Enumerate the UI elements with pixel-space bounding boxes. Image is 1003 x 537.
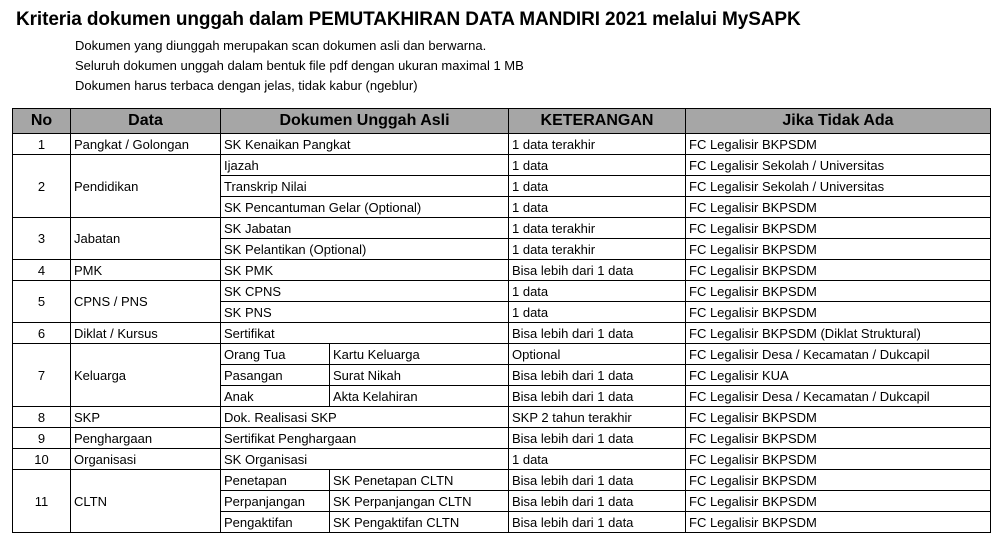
cell-jika: FC Legalisir BKPSDM [686, 491, 991, 512]
cell-jika: FC Legalisir BKPSDM (Diklat Struktural) [686, 323, 991, 344]
cell-data: PMK [71, 260, 221, 281]
cell-data: CPNS / PNS [71, 281, 221, 323]
header-data: Data [71, 109, 221, 134]
cell-dokumen: Sertifikat Penghargaan [221, 428, 509, 449]
cell-jika: FC Legalisir BKPSDM [686, 428, 991, 449]
cell-no: 9 [13, 428, 71, 449]
cell-keterangan: Bisa lebih dari 1 data [509, 323, 686, 344]
cell-dokumen: SK PNS [221, 302, 509, 323]
cell-data: Pendidikan [71, 155, 221, 218]
cell-keterangan: Bisa lebih dari 1 data [509, 491, 686, 512]
table-row [13, 449, 991, 470]
cell-jika: FC Legalisir BKPSDM [686, 197, 991, 218]
table-header-row [13, 109, 991, 134]
cell-no: 4 [13, 260, 71, 281]
cell-dokumen: SK CPNS [221, 281, 509, 302]
cell-dokumen: SK Pencantuman Gelar (Optional) [221, 197, 509, 218]
cell-dokumen: SK Pelantikan (Optional) [221, 239, 509, 260]
cell-keterangan: 1 data [509, 155, 686, 176]
cell-keterangan: SKP 2 tahun terakhir [509, 407, 686, 428]
page-title: Kriteria dokumen unggah dalam PEMUTAKHIRAN DATA MANDIRI 2021 melalui MySAPK [16, 9, 801, 30]
table-row [13, 344, 991, 365]
cell-keterangan: Bisa lebih dari 1 data [509, 512, 686, 533]
table-row [13, 281, 991, 302]
cell-sub: Pengaktifan [221, 512, 330, 533]
cell-sub: Anak [221, 386, 330, 407]
cell-data: Keluarga [71, 344, 221, 407]
cell-dokumen: Sertifikat [221, 323, 509, 344]
cell-no: 7 [13, 344, 71, 407]
cell-keterangan: Bisa lebih dari 1 data [509, 365, 686, 386]
cell-keterangan: Optional [509, 344, 686, 365]
table-row [13, 407, 991, 428]
cell-jika: FC Legalisir Desa / Kecamatan / Dukcapil [686, 344, 991, 365]
cell-keterangan: Bisa lebih dari 1 data [509, 260, 686, 281]
table-row [13, 134, 991, 155]
cell-data: Organisasi [71, 449, 221, 470]
cell-dokumen: Transkrip Nilai [221, 176, 509, 197]
cell-keterangan: 1 data terakhir [509, 134, 686, 155]
cell-sub: Penetapan [221, 470, 330, 491]
cell-data: SKP [71, 407, 221, 428]
cell-jika: FC Legalisir BKPSDM [686, 218, 991, 239]
note-line: Dokumen harus terbaca dengan jelas, tidak kabur (ngeblur) [75, 78, 418, 93]
cell-jika: FC Legalisir KUA [686, 365, 991, 386]
cell-jika: FC Legalisir BKPSDM [686, 281, 991, 302]
table-row [13, 260, 991, 281]
cell-no: 2 [13, 155, 71, 218]
cell-dokumen: SK Organisasi [221, 449, 509, 470]
cell-sub: Perpanjangan [221, 491, 330, 512]
cell-jika: FC Legalisir BKPSDM [686, 260, 991, 281]
header-no: No [13, 109, 71, 134]
cell-dokumen: SK Pengaktifan CLTN [330, 512, 509, 533]
note-line: Seluruh dokumen unggah dalam bentuk file pdf dengan ukuran maximal 1 MB [75, 58, 524, 73]
cell-jika: FC Legalisir Sekolah / Universitas [686, 155, 991, 176]
cell-no: 11 [13, 470, 71, 533]
cell-dokumen: Akta Kelahiran [330, 386, 509, 407]
cell-dokumen: SK Perpanjangan CLTN [330, 491, 509, 512]
table-row [13, 428, 991, 449]
table-row [13, 155, 991, 176]
cell-data: Pangkat / Golongan [71, 134, 221, 155]
cell-jika: FC Legalisir BKPSDM [686, 239, 991, 260]
cell-dokumen: Surat Nikah [330, 365, 509, 386]
header-keterangan: KETERANGAN [509, 109, 686, 134]
header-dokumen: Dokumen Unggah Asli [221, 109, 509, 134]
cell-keterangan: 1 data [509, 302, 686, 323]
cell-no: 6 [13, 323, 71, 344]
cell-data: Penghargaan [71, 428, 221, 449]
cell-keterangan: 1 data [509, 449, 686, 470]
header-jika: Jika Tidak Ada [686, 109, 991, 134]
cell-jika: FC Legalisir Desa / Kecamatan / Dukcapil [686, 386, 991, 407]
cell-dokumen: Kartu Keluarga [330, 344, 509, 365]
notes [75, 36, 524, 96]
cell-keterangan: Bisa lebih dari 1 data [509, 386, 686, 407]
cell-no: 10 [13, 449, 71, 470]
cell-dokumen: SK Kenaikan Pangkat [221, 134, 509, 155]
table-row [13, 470, 991, 491]
cell-jika: FC Legalisir BKPSDM [686, 134, 991, 155]
cell-no: 1 [13, 134, 71, 155]
table-row [13, 323, 991, 344]
cell-no: 5 [13, 281, 71, 323]
cell-sub: Orang Tua [221, 344, 330, 365]
table-body [13, 134, 991, 533]
note-line: Dokumen yang diunggah merupakan scan dokumen asli dan berwarna. [75, 38, 487, 53]
cell-jika: FC Legalisir BKPSDM [686, 449, 991, 470]
cell-data: Diklat / Kursus [71, 323, 221, 344]
cell-keterangan: Bisa lebih dari 1 data [509, 470, 686, 491]
cell-sub: Pasangan [221, 365, 330, 386]
cell-keterangan: 1 data [509, 176, 686, 197]
cell-dokumen: Ijazah [221, 155, 509, 176]
cell-jika: FC Legalisir BKPSDM [686, 407, 991, 428]
cell-keterangan: 1 data terakhir [509, 218, 686, 239]
cell-keterangan: Bisa lebih dari 1 data [509, 428, 686, 449]
cell-data: Jabatan [71, 218, 221, 260]
cell-dokumen: SK Penetapan CLTN [330, 470, 509, 491]
cell-data: CLTN [71, 470, 221, 533]
table-row [13, 218, 991, 239]
cell-jika: FC Legalisir BKPSDM [686, 512, 991, 533]
cell-no: 8 [13, 407, 71, 428]
cell-dokumen: Dok. Realisasi SKP [221, 407, 509, 428]
criteria-table [12, 108, 991, 533]
cell-dokumen: SK PMK [221, 260, 509, 281]
cell-keterangan: 1 data [509, 197, 686, 218]
cell-dokumen: SK Jabatan [221, 218, 509, 239]
cell-keterangan: 1 data [509, 281, 686, 302]
cell-jika: FC Legalisir Sekolah / Universitas [686, 176, 991, 197]
cell-no: 3 [13, 218, 71, 260]
cell-jika: FC Legalisir BKPSDM [686, 470, 991, 491]
cell-keterangan: 1 data terakhir [509, 239, 686, 260]
cell-jika: FC Legalisir BKPSDM [686, 302, 991, 323]
